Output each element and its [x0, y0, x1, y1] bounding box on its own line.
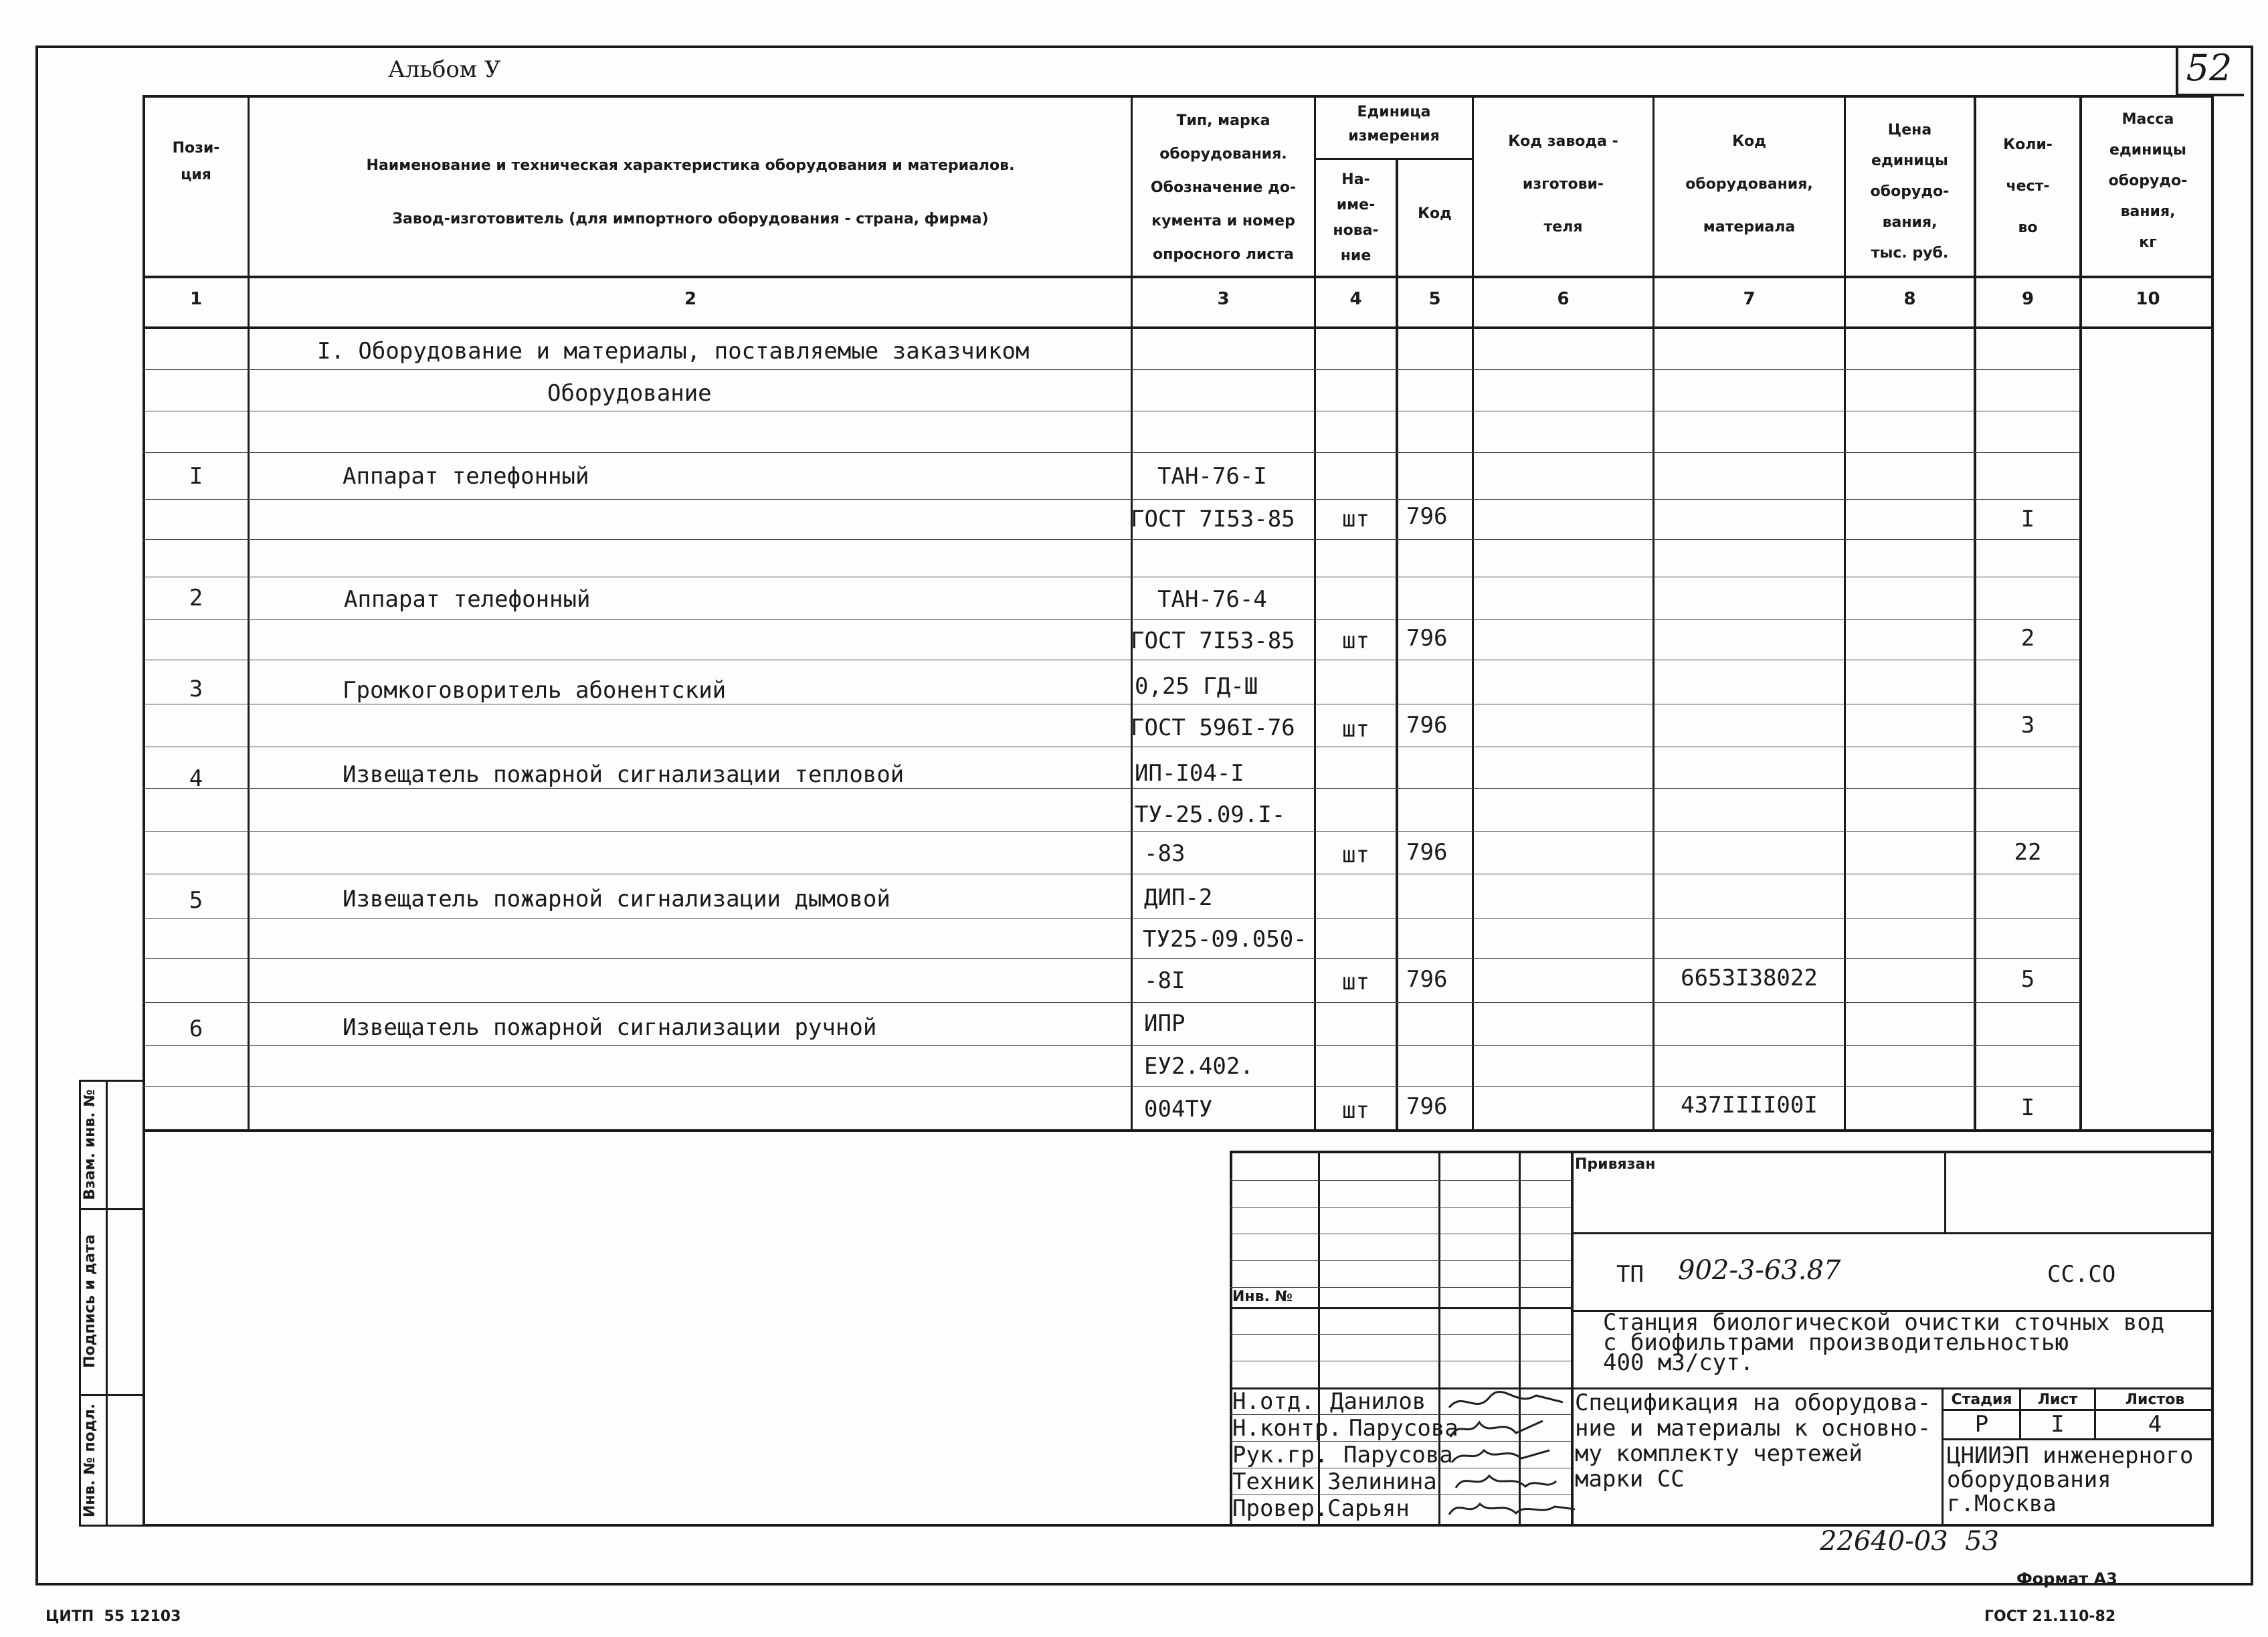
- signature-2: [1442, 1414, 1570, 1442]
- page-number: 52: [2186, 47, 2233, 89]
- name-tekhnik: Зелинина: [1327, 1468, 1437, 1495]
- inv-no-label: Инв. №: [1232, 1288, 1293, 1305]
- header-col-3: Тип, марка оборудования. Обозначение до- кумента и номер опросного листа: [1150, 112, 1297, 263]
- col-number-2: 2: [684, 289, 697, 309]
- privyazan-label: Привязан: [1575, 1156, 1656, 1173]
- col-number-5: 5: [1428, 289, 1441, 309]
- table-row-type: 004ТУ: [1144, 1096, 1213, 1123]
- table-row-type: ГОСТ 7I53-85: [1131, 628, 1295, 654]
- table-row-unit: шт: [1342, 1097, 1369, 1124]
- col-number-3: 3: [1217, 289, 1230, 309]
- signature-1: [1442, 1387, 1570, 1416]
- role-prover: Провер.: [1232, 1495, 1329, 1522]
- header-col-7: Код оборудования, материала: [1685, 133, 1813, 235]
- table-row-mat-code: 437IIII00I: [1681, 1092, 1818, 1119]
- table-row-pos: 4: [189, 765, 203, 792]
- table-row-type: -83: [1144, 840, 1186, 867]
- table-row-qty: 2: [2020, 625, 2035, 652]
- table-row-qty: I: [2020, 506, 2035, 533]
- table-row-type: ТАН-76-4: [1157, 586, 1267, 613]
- signature-3: [1442, 1441, 1570, 1469]
- role-n-otd: Н.отд.: [1232, 1388, 1315, 1415]
- project-title: Станция биологической очистки сточных вод с биофильтрами производительностью 400 м3/сут.: [1603, 1309, 2165, 1376]
- table-row-unit: шт: [1342, 628, 1369, 654]
- table-row-qty: 3: [2020, 712, 2035, 739]
- table-row-name: Извещатель пожарной сигнализации тепловой: [343, 761, 905, 788]
- table-row-type: ИП-I04-I: [1135, 760, 1244, 787]
- signature-4: [1442, 1468, 1570, 1496]
- table-row-unit: шт: [1342, 506, 1369, 533]
- album-title: Альбом У: [388, 56, 501, 83]
- signature-5: [1442, 1495, 1576, 1523]
- table-row-type: ИПР: [1144, 1010, 1186, 1037]
- table-row-qty: 22: [2014, 839, 2042, 866]
- sheet-value: I: [2051, 1411, 2065, 1438]
- name-n-kontr: Парусова: [1349, 1415, 1458, 1442]
- table-row-unit: шт: [1342, 969, 1369, 995]
- subsection-title: Оборудование: [547, 380, 712, 407]
- header-col-1: Пози- ция: [172, 140, 220, 183]
- left-stamp: ЦИТП 55 12103: [45, 1608, 181, 1625]
- col-number-6: 6: [1557, 289, 1570, 309]
- table-row-type: ТУ-25.09.I-: [1135, 801, 1286, 828]
- name-prover: Сарьян: [1327, 1495, 1410, 1522]
- header-col-9: Коли- чест- во: [2003, 136, 2053, 236]
- header-col-4: На- име- нова- ние: [1333, 171, 1379, 264]
- table-row-type: ГОСТ 7I53-85: [1131, 506, 1295, 533]
- table-row-pos: 3: [189, 676, 203, 702]
- col-number-1: 1: [189, 289, 203, 309]
- table-row-qty: I: [2020, 1094, 2035, 1121]
- table-row-qty: 5: [2020, 966, 2035, 993]
- table-row-type: ГОСТ 596I-76: [1131, 714, 1295, 741]
- table-row-unit: шт: [1342, 716, 1369, 743]
- table-row-name: Аппарат телефонный: [344, 586, 591, 613]
- table-row-code: 796: [1406, 712, 1448, 739]
- stage-value: Р: [1974, 1411, 1989, 1438]
- header-col-8: Цена единицы оборудо- вания, тыс. руб.: [1870, 122, 1950, 262]
- side-label-podpis: Подпись и дата: [82, 1234, 98, 1368]
- role-n-kontr: Н.контр.: [1232, 1415, 1342, 1442]
- name-n-otd: Данилов: [1330, 1388, 1426, 1415]
- sheet-label: Лист: [2037, 1391, 2078, 1408]
- table-row-pos: I: [189, 463, 203, 490]
- table-row-type: ЕУ2.402.: [1144, 1053, 1254, 1080]
- table-row-pos: 6: [189, 1016, 203, 1042]
- table-row-name: Аппарат телефонный: [343, 463, 589, 490]
- document-title: Спецификация на оборудова- ние и материалы к основно- му комплекту чертежей марки СС: [1575, 1389, 1931, 1492]
- header-unit-group: Единица измерения: [1348, 104, 1440, 145]
- section-title: I. Оборудование и материалы, поставляемые заказчиком: [317, 338, 1030, 365]
- table-row-code: 796: [1406, 503, 1448, 530]
- table-row-code: 796: [1406, 625, 1448, 652]
- header-col-6: Код завода - изготови- теля: [1508, 133, 1618, 235]
- table-row-type: 0,25 ГД-Ш: [1135, 673, 1258, 700]
- table-row-type: ТАН-76-I: [1157, 463, 1267, 490]
- table-row-pos: 5: [189, 887, 203, 914]
- table-row-unit: шт: [1342, 842, 1369, 868]
- col-number-9: 9: [2021, 289, 2035, 309]
- table-row-pos: 2: [189, 585, 203, 611]
- table-row-type: ТУ25-09.050-: [1143, 926, 1307, 953]
- tp-label: ТП: [1616, 1261, 1644, 1288]
- table-row-name: Громкоговоритель абонентский: [343, 677, 727, 704]
- doc-code: СС.СО: [2047, 1261, 2116, 1288]
- table-row-mat-code: 6653I38022: [1681, 965, 1818, 991]
- right-stamp: ГОСТ 21.110-82: [1984, 1608, 2116, 1625]
- organization: ЦНИИЭП инженерного оборудования г.Москва: [1947, 1442, 2194, 1517]
- table-row-code: 796: [1406, 1093, 1448, 1120]
- table-row-name: Извещатель пожарной сигнализации ручной: [343, 1014, 877, 1041]
- table-row-type: ДИП-2: [1144, 884, 1213, 911]
- name-ruk-gr: Парусова: [1343, 1442, 1453, 1468]
- sheets-value: 4: [2148, 1411, 2162, 1438]
- archive-number: 22640-03 53: [1820, 1526, 1999, 1557]
- stage-label: Стадия: [1951, 1391, 2012, 1408]
- header-col-10: Масса единицы оборудо- вания, кг: [2108, 111, 2188, 251]
- tp-number: 902-3-63.87: [1678, 1255, 1841, 1286]
- sheets-label: Листов: [2125, 1391, 2185, 1408]
- table-row-code: 796: [1406, 839, 1448, 866]
- table-row-code: 796: [1406, 966, 1448, 993]
- col-number-10: 10: [2136, 289, 2160, 309]
- table-row-name: Извещатель пожарной сигнализации дымовой: [343, 886, 890, 912]
- side-label-inv-podl: Инв. № подл.: [82, 1403, 98, 1518]
- header-col-5: Код: [1418, 205, 1452, 222]
- side-label-vzam: Взам. инв. №: [82, 1089, 98, 1200]
- col-number-4: 4: [1349, 289, 1362, 309]
- col-number-8: 8: [1903, 289, 1916, 309]
- format-label: Формат А3: [2016, 1569, 2117, 1588]
- role-ruk-gr: Рук.гр.: [1232, 1442, 1329, 1468]
- table-row-type: -8I: [1144, 967, 1186, 994]
- col-number-7: 7: [1743, 289, 1756, 309]
- role-tekhnik: Техник: [1232, 1468, 1315, 1495]
- header-col-2: Наименование и техническая характеристика оборудования и материалов. Завод-изготовитель (для импортного оборудования - страна, фирма): [366, 157, 1015, 227]
